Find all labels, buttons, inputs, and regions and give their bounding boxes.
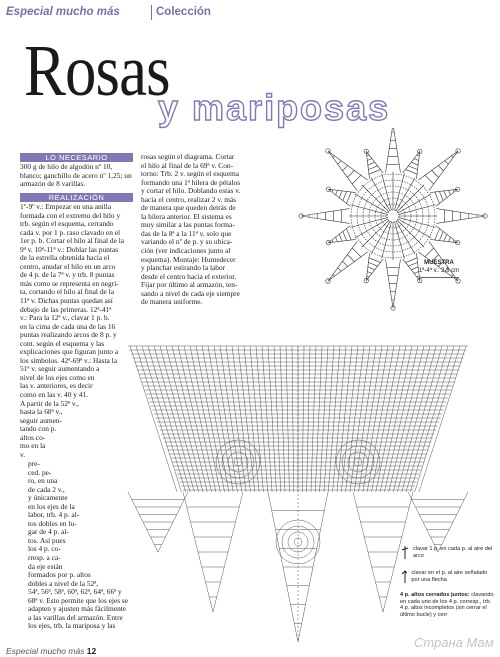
motif-line xyxy=(336,190,338,195)
motif-line xyxy=(352,248,361,257)
text-line: rosas según el diagrama. Cortar xyxy=(141,152,235,161)
motif-line xyxy=(369,258,380,263)
motif-line xyxy=(347,255,354,262)
page-number: 12 xyxy=(86,646,97,656)
motif-line xyxy=(435,192,440,203)
motif-line xyxy=(343,231,347,240)
motif-line xyxy=(332,190,333,192)
sample-box xyxy=(414,260,464,278)
text-line: ción (ver indicaciones junto al xyxy=(141,246,231,256)
legend xyxy=(400,546,495,618)
motif-line xyxy=(438,166,443,171)
text-line: v. xyxy=(20,449,26,459)
legend-item xyxy=(400,546,495,560)
text-line: 68ª v. Esto permite que los ejes se xyxy=(28,595,129,605)
text-line: da eje están xyxy=(28,561,63,571)
text-line: das de la 8ª a la 11ª v. solo que xyxy=(141,228,232,238)
fan-line xyxy=(419,346,466,492)
text-line: trb. según el esquema, cerrando xyxy=(20,219,114,229)
motif-line xyxy=(368,262,377,266)
text-line: cont. según el esquema y las xyxy=(20,338,105,348)
motif-line xyxy=(445,161,449,165)
footer-text: Especial mucho más xyxy=(6,646,85,656)
arrow-stitch-icon xyxy=(400,570,407,584)
text-line: tos. Así pues xyxy=(28,535,66,545)
motif-line xyxy=(352,175,361,184)
text-line: mo en la xyxy=(20,441,46,451)
motif-line xyxy=(406,169,417,174)
motif-line xyxy=(368,162,375,165)
star-motif-diagram xyxy=(295,128,495,318)
motif-line xyxy=(366,151,383,178)
text-line: 1º-9º v.: Empezar en una anilla xyxy=(20,202,112,211)
text-line: 1er p. b. Cortar el hilo al final de la xyxy=(20,236,125,246)
text-line: 54ª, 56ª, 58ª, 60ª, 62ª, 64ª, 66ª y xyxy=(28,587,122,597)
fan-line xyxy=(130,346,177,492)
legend-text-2: clavar en el p. al aire señalado por una flecha xyxy=(411,570,488,583)
realization-heading: REALIZACIÓN xyxy=(20,193,133,202)
motif-line xyxy=(453,190,454,192)
text-line: de manera que queden detrás de xyxy=(141,203,236,213)
motif-line xyxy=(449,190,451,195)
text-line: hacia el centro, realizar 2 v. más xyxy=(141,194,237,204)
motif-line xyxy=(368,166,377,170)
motif-line xyxy=(386,128,401,173)
motif-line xyxy=(368,267,375,270)
text-line: 51ª v. seguir aumentando a xyxy=(20,364,100,374)
motif-line xyxy=(333,156,335,158)
text-line: de 4 p. de la 7ª v. y trb. 8 puntas xyxy=(20,270,115,280)
motif-line xyxy=(444,234,447,241)
fan-line xyxy=(136,346,181,492)
instructions-column-2 xyxy=(141,153,291,307)
motif-line xyxy=(435,229,440,240)
motif-line xyxy=(414,159,419,161)
motif-line xyxy=(430,226,457,243)
motif-line xyxy=(425,248,434,257)
text-line: adapten y ajusten más fácilmente xyxy=(28,604,127,614)
text-line: puntas realizando arcos de 8 p. y xyxy=(20,330,117,340)
text-line: formando una 1ª hilera de pétalos xyxy=(141,177,241,187)
legend-text-1: clavar 1 p. en cada p. al aire del arco xyxy=(412,546,493,559)
text-line: nivel de los ejes como en xyxy=(20,372,95,382)
text-line: esquema). Montaje: Humedecer xyxy=(141,254,236,264)
motif-line xyxy=(338,161,342,165)
sample-value: 1ª-4ª v.: 2,5 cm xyxy=(418,267,460,274)
motif-line xyxy=(418,151,458,191)
text-line: torno: Trb. 2 v. según el esquema xyxy=(141,169,240,179)
motif-line xyxy=(367,155,369,156)
motif-line xyxy=(453,240,454,242)
magazine-section: Especial mucho más xyxy=(6,6,120,18)
text-line: de cada 2 v., xyxy=(28,484,65,494)
text-line: desde el centro hacia el exterior. xyxy=(141,271,237,281)
motif-line xyxy=(338,268,342,272)
text-line: explicaciones que figuran junto a xyxy=(20,347,119,357)
motif-line xyxy=(332,240,333,242)
text-line: dobles a nivel de la 52ª, xyxy=(28,578,99,588)
text-line: formados por p. altos xyxy=(28,570,91,580)
motif-line xyxy=(333,274,335,276)
text-line: de manera uniforme. xyxy=(141,297,203,307)
text-line: a las varillas del armazón. Entre xyxy=(28,612,123,622)
text-line: ta, cortando el hilo al final de la xyxy=(20,287,114,297)
text-line: 11ª v. Dichas puntas quedan así xyxy=(20,296,113,306)
text-line: cada v. por 1 p. raso clavado en el xyxy=(20,227,121,237)
motif-line xyxy=(367,272,372,274)
legend-title-3: 4 p. altos cerrados juntos: xyxy=(400,592,470,598)
text-line: el hilo al final de la 69ª v. Con- xyxy=(141,160,234,170)
motif-line xyxy=(408,166,417,170)
motif-line xyxy=(367,159,372,161)
motif-line xyxy=(328,241,368,281)
text-line: los ejes, trb. la mariposa y las xyxy=(28,621,116,631)
fan-line xyxy=(406,346,448,492)
fan-line xyxy=(148,346,190,492)
text-line: los 4 p. co- xyxy=(28,544,61,554)
motif-line xyxy=(362,220,389,247)
text-line: gar de 4 p. al- xyxy=(28,527,69,537)
motif-line xyxy=(366,253,383,280)
motif-line xyxy=(346,229,351,240)
text-line: 9ª v. 10ª-11ª v.: Doblar las puntas xyxy=(20,244,119,254)
motif-line xyxy=(328,226,355,243)
fan-line xyxy=(402,346,442,492)
motif-line xyxy=(343,166,348,171)
text-line: Fijar por último al armazón, ten- xyxy=(141,280,238,290)
text-line: de la estrella obtenida hacia el xyxy=(20,253,110,263)
legend-item-3 xyxy=(400,592,495,618)
header-divider xyxy=(151,5,152,20)
text-line: seguir aumen- xyxy=(20,415,63,425)
text-line: altos co- xyxy=(20,432,46,442)
motif-line xyxy=(347,170,354,177)
motif-line xyxy=(346,192,351,203)
watermark: Страна Мам xyxy=(414,635,494,650)
motif-line xyxy=(328,189,355,206)
motif-line xyxy=(403,151,420,178)
legend-item xyxy=(400,570,495,584)
text-line: muy similar a las puntas forma- xyxy=(141,220,235,230)
materials-text: 300 g de hilo de algodón nº 10, blanco; ganchillo de acero nº 1,25; un armazón de 8 varillas. xyxy=(20,162,132,189)
text-line: los símbolos. 42ª-69ª v.: Hasta la xyxy=(20,355,118,365)
fan-line xyxy=(415,346,460,492)
motif-line xyxy=(387,210,399,222)
motif-line xyxy=(367,276,369,277)
motif-line xyxy=(430,189,457,206)
text-line: en la cima de cada una de las 16 xyxy=(20,321,116,331)
text-line: como en las v. 40 y 41. xyxy=(20,390,89,400)
motif-line xyxy=(451,156,453,158)
text-line: y cortar el hilo. Doblando estas v. xyxy=(141,186,241,196)
motif-line xyxy=(336,237,338,242)
text-line: centro, anudar el hilo en un arco xyxy=(20,261,116,271)
text-line: debajo de las primeras. 12ª-41ª xyxy=(20,304,112,314)
text-line: v.: Para la 12ª v., clavar 1 p. b. xyxy=(20,313,110,323)
motif-line xyxy=(439,191,443,200)
text-line: en los ejes de la xyxy=(28,501,75,511)
text-line: formada con el extremo del hilo y xyxy=(20,210,121,220)
text-line: tando con p. xyxy=(20,424,57,434)
text-line: A partir de la 52ª v., xyxy=(20,398,79,408)
motif-line xyxy=(339,234,342,241)
motif-line xyxy=(432,170,439,177)
page-title: Rosas xyxy=(24,30,170,111)
motif-line xyxy=(417,155,419,156)
motif-line xyxy=(339,191,342,198)
sample-label: MUESTRA xyxy=(424,260,454,266)
motif-line xyxy=(362,185,389,212)
legend-text-3: clavando en cada uno de los 4 p. corresp., trb. 4 p. altos incompletos (sin cerrar el último bucle) y cerr xyxy=(400,592,494,618)
motif-line xyxy=(439,231,443,240)
sample-divider xyxy=(419,277,459,278)
motif-line xyxy=(425,175,434,184)
stitch-symbol-icon xyxy=(400,546,409,560)
page-subtitle: y mariposas xyxy=(158,87,391,128)
text-line: ced. pe- xyxy=(28,467,52,477)
motif-line xyxy=(397,185,424,212)
text-line: rresp. a ca- xyxy=(28,553,61,563)
motif-line xyxy=(411,162,418,165)
motif-line xyxy=(328,151,368,191)
motif-line xyxy=(369,169,380,174)
text-line: labor, trb. 4 p. al- xyxy=(28,510,80,520)
motif-line xyxy=(444,191,447,198)
materials-heading: LO NECESARIO xyxy=(20,153,133,162)
text-line: variando el nº de p. y su ubica- xyxy=(141,237,233,247)
page-footer xyxy=(6,646,96,656)
text-line: pre- xyxy=(28,459,40,468)
motif-line xyxy=(397,220,424,247)
motif-line xyxy=(343,261,348,266)
text-line: tos dobles en lu- xyxy=(28,518,77,528)
text-line: y únicamente xyxy=(28,493,68,503)
text-line: más como se representa en negri- xyxy=(20,278,119,288)
motif-line xyxy=(343,191,347,200)
text-line: hasta la 68ª v., xyxy=(20,407,63,417)
magazine-category: Colección xyxy=(156,6,211,18)
motif-line xyxy=(449,237,451,242)
fan-line xyxy=(154,346,194,492)
text-line: las v. anteriores, es decir xyxy=(20,381,93,391)
text-line: sando a nivel de cada eje siempre xyxy=(141,288,240,298)
text-line: ro, en una xyxy=(28,476,58,486)
text-line: la hilera anterior. El sistema es xyxy=(141,211,232,221)
text-line: y planchar estirando la labor xyxy=(141,263,226,273)
